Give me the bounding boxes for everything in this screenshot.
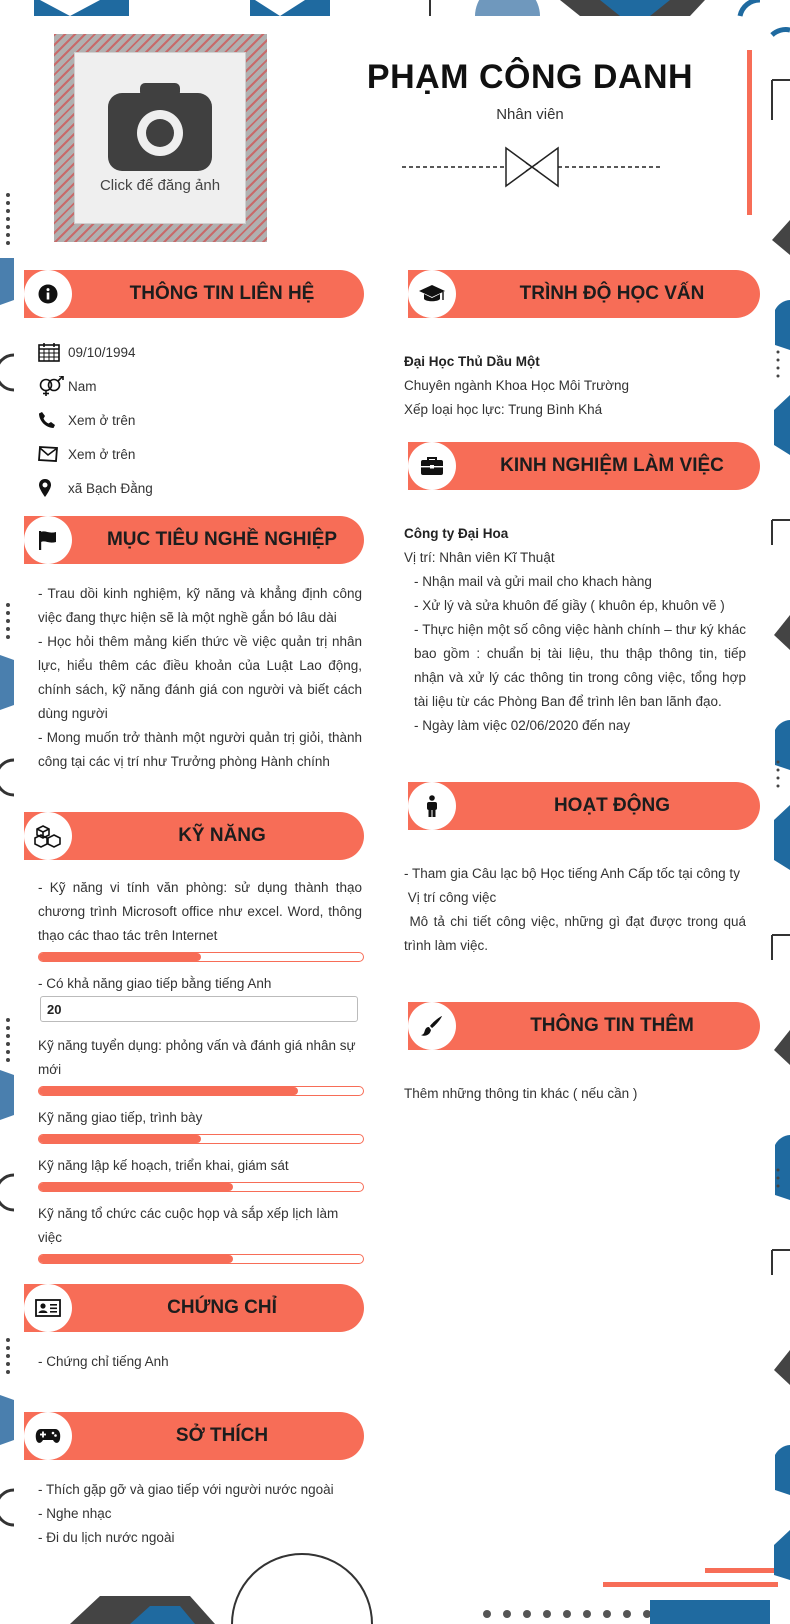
gender-row (38, 374, 97, 398)
skill-name: - Có khả năng giao tiếp bằng tiếng Anh (38, 976, 272, 991)
gender-icon (38, 376, 64, 396)
section-contact-title: THÔNG TIN LIÊN HỆ (129, 283, 315, 304)
skill-progress-bar (38, 1182, 364, 1192)
email-row (38, 442, 135, 466)
skill-progress-fill (39, 1183, 233, 1191)
person-icon (425, 795, 439, 817)
email-value: Xem ở trên (68, 446, 136, 462)
grade: Xếp loại học lực: Trung Bình Khá (404, 402, 603, 417)
section-skills-header (24, 812, 364, 860)
section-activities-header (408, 782, 760, 830)
section-certificates-title: CHỨNG CHỈ (167, 1297, 277, 1318)
company-name: Công ty Đại Hoa (404, 526, 509, 541)
skill-progress-bar (38, 1086, 364, 1096)
section-objective-header (24, 516, 364, 564)
skill-name: Kỹ năng lập kế hoạch, triển khai, giám sát (38, 1158, 289, 1173)
photo-frame (54, 34, 267, 242)
hobbies-text (38, 1478, 362, 1550)
section-objective-title: MỤC TIÊU NGHỀ NGHIỆP (106, 529, 338, 550)
gamepad-icon (35, 1427, 61, 1445)
phone-icon (38, 411, 56, 429)
objective-line: - Học hỏi thêm mảng kiến thức về việc quản trị nhân lực, hiểu thêm các điều khoản của Luật Lao động, chính sách, kỹ năng đánh giá con người và biết cách dùng người (38, 634, 362, 721)
hobby-line: - Thích gặp gỡ và giao tiếp với người nước ngoài (38, 1482, 334, 1497)
skill-progress-fill (39, 1087, 298, 1095)
skill-name: Kỹ năng giao tiếp, trình bày (38, 1110, 203, 1125)
major: Chuyên ngành Khoa Học Môi Trường (404, 378, 630, 393)
graduation-cap-icon (418, 283, 446, 305)
flag-icon (38, 530, 58, 550)
skill-progress-bar (38, 1254, 364, 1264)
section-contact-header (24, 270, 364, 318)
skill-progress-fill (39, 1135, 201, 1143)
section-hobbies-title: SỞ THÍCH (175, 1425, 269, 1446)
experience-line: - Thực hiện một số công việc hành chính – thư ký khác bao gồm : chuẩn bị tài liệu, thu thập thông tin, tiếp nhận và xử lý các thông tin trong công việc, tổng hợp tài liệu từ các Phòng Ban để trình lên ban lãnh đạo. (414, 622, 746, 709)
paintbrush-icon (421, 1015, 443, 1037)
id-card-icon (35, 1298, 61, 1318)
skill-progress-bar (38, 1134, 364, 1144)
candidate-role: Nhân viên (496, 106, 564, 123)
skill-progress-bar (38, 952, 364, 962)
experience-text (404, 522, 746, 738)
map-pin-icon (38, 479, 52, 497)
photo-upload-label: Click để đăng ảnh (99, 176, 221, 194)
section-education-header (408, 270, 760, 318)
certificates-text (38, 1350, 362, 1374)
extra-line: Thêm những thông tin khác ( nếu cần ) (404, 1086, 638, 1101)
experience-line: - Xử lý và sửa khuôn đế giầy ( khuôn ép, khuôn vẽ ) (414, 598, 725, 613)
activities-text (404, 862, 750, 958)
extra-text (404, 1082, 746, 1106)
position: Vị trí: Nhân viên Kĩ Thuật (404, 550, 555, 565)
address-row (38, 476, 153, 500)
skill-name: - Kỹ năng vi tính văn phòng: sử dụng thành thạo chương trình Microsoft office như excel. Word, thông thạo các thao tác trên Internet (38, 880, 362, 943)
skill-progress-fill (39, 953, 201, 961)
info-icon (38, 284, 58, 304)
school-name: Đại Học Thủ Dầu Một (404, 354, 540, 369)
section-education-title: TRÌNH ĐỘ HỌC VẤN (519, 283, 705, 304)
phone-value: Xem ở trên (68, 412, 136, 428)
skill-number-input[interactable]: 20 (40, 996, 358, 1022)
calendar-icon (38, 342, 60, 362)
section-extra-header (408, 1002, 760, 1050)
section-extra-title: THÔNG TIN THÊM (530, 1015, 694, 1036)
address-value: xã Bạch Đằng (68, 480, 153, 496)
photo-upload[interactable] (74, 52, 246, 224)
section-skills-title: KỸ NĂNG (178, 825, 266, 846)
activity-line: - Tham gia Câu lạc bộ Học tiếng Anh Cấp tốc tại công ty (404, 866, 740, 881)
section-certificates-header (24, 1284, 364, 1332)
certificate-line: - Chứng chỉ tiếng Anh (38, 1354, 169, 1369)
activity-line: Mô tả chi tiết công việc, những gì đạt được trong quá trình làm việc. (404, 914, 750, 953)
candidate-name: PHẠM CÔNG DANH (366, 58, 694, 96)
skill-progress-fill (39, 1255, 233, 1263)
bowtie-divider (402, 144, 662, 190)
skill-name: Kỹ năng tổ chức các cuộc họp và sắp xếp lịch làm việc (38, 1206, 339, 1245)
objective-line: - Trau dồi kinh nghiệm, kỹ năng và khẳng định công việc đang thực hiện sẽ là một nghề gắn bó lâu dài (38, 586, 362, 625)
hobby-line: - Đi du lịch nước ngoài (38, 1530, 175, 1545)
phone-row (38, 408, 135, 432)
cubes-icon (34, 824, 62, 848)
experience-line: - Nhận mail và gửi mail cho khach hàng (414, 574, 652, 589)
camera-icon (108, 83, 212, 171)
objective-line: - Mong muốn trở thành một người quản trị giỏi, thành công tại các vị trí như Trưởng phòng Hành chính (38, 730, 362, 769)
gender-value: Nam (68, 378, 97, 394)
envelope-icon (38, 446, 58, 462)
skill-name: Kỹ năng tuyển dụng: phỏng vấn và đánh giá nhân sự mới (38, 1038, 356, 1077)
section-experience-title: KINH NGHIỆM LÀM VIỆC (500, 455, 724, 476)
activity-line: Vị trí công việc (404, 890, 497, 905)
birthday-value: 09/10/1994 (68, 344, 136, 360)
section-activities-title: HOẠT ĐỘNG (553, 795, 671, 816)
birthday-row (38, 340, 136, 364)
objective-text (38, 582, 362, 774)
education-text (404, 350, 746, 422)
experience-line: - Ngày làm việc 02/06/2020 đến nay (414, 718, 631, 733)
briefcase-icon (420, 456, 444, 476)
hobby-line: - Nghe nhạc (38, 1506, 112, 1521)
section-hobbies-header (24, 1412, 364, 1460)
section-experience-header (408, 442, 760, 490)
